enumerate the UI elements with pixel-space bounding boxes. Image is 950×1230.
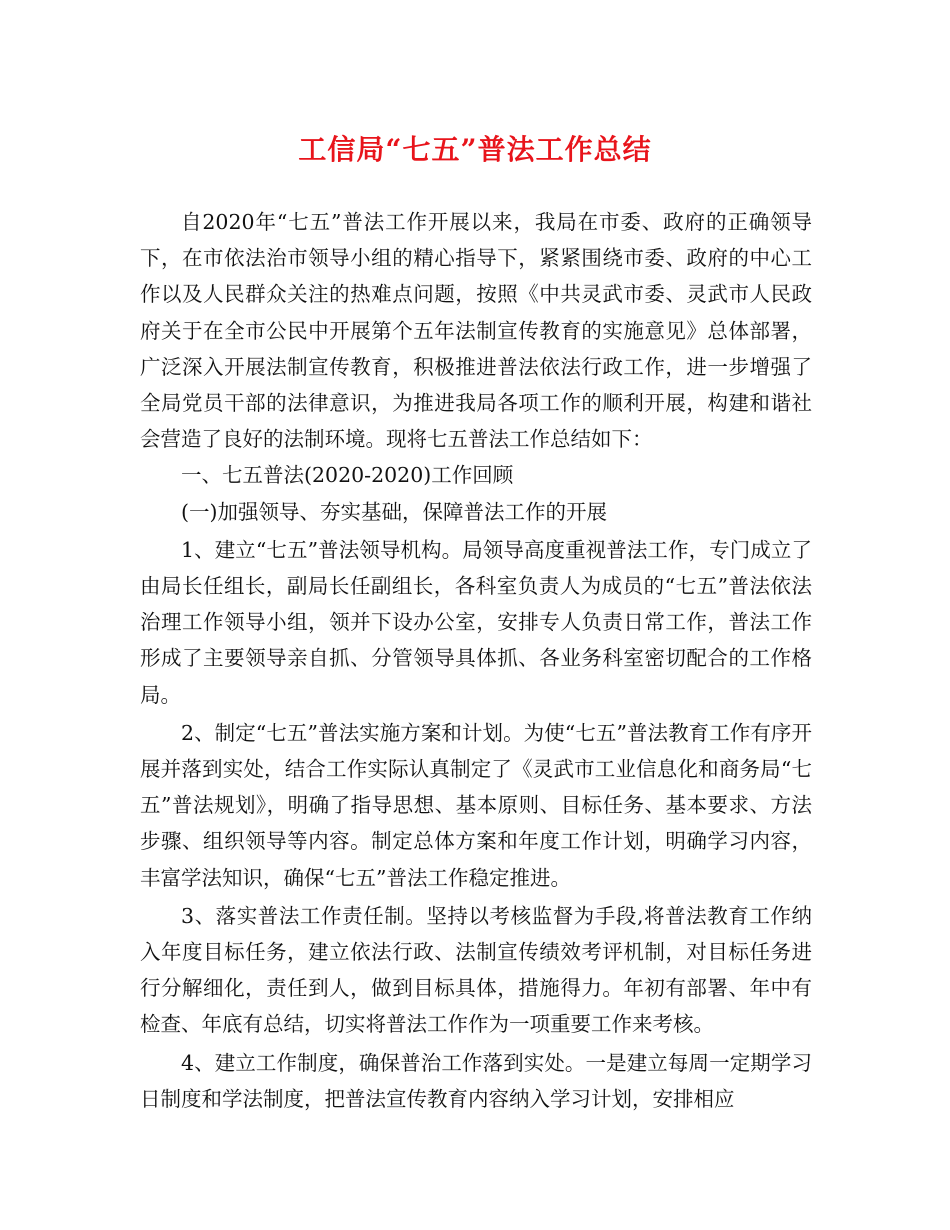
document-body [140, 204, 812, 1117]
paragraph-intro: 自2020年“七五”普法工作开展以来，我局在市委、政府的正确领导下，在市依法治市领导小组的精心指导下，紧紧围绕市委、政府的中心工作以及人民群众关注的热难点问题，按照《中共灵武市委、灵武市人民政府关于在全市公民中开展第个五年法制宣传教育的实施意见》总体部署，广泛深入开展法制宣传教育，积极推进普法依法行政工作，进一步增强了全局党员干部的法律意识，为推进我局各项工作的顺利开展，构建和谐社会营造了良好的法制环境。现将七五普法工作总结如下： [140, 210, 812, 452]
paragraph-item-4: 4、建立工作制度，确保普治工作落到实处。一是建立每周一定期学习日制度和学法制度，把普法宣传教育内容纳入学习计划，安排相应 [140, 1050, 812, 1111]
document-title: 工信局“七五”普法工作总结 [298, 133, 652, 166]
section-heading-review: 一、七五普法(2020-2020)工作回顾 [181, 463, 514, 488]
paragraph-item-2: 2、制定“七五”普法实施方案和计划。为使“七五”普法教育工作有序开展并落到实处，结合工作实际认真制定了《灵武市工业信息化和商务局“七五”普法规划》，明确了指导思想、基本原则、目标任务、基本要求、方法步骤、组织领导等内容。制定总体方案和年度工作计划，明确学习内容，丰富学法知识，确保“七五”普法工作稳定推进。 [140, 720, 812, 890]
paragraph-item-3: 3、落实普法工作责任制。坚持以考核监督为手段,将普法教育工作纳入年度目标任务，建立依法行政、法制宣传绩效考评机制，对目标任务进行分解细化，责任到人，做到目标具体，措施得力。年初有部署、年中有检查、年底有总结，切实将普法工作作为一项重要工作来考核。 [140, 903, 812, 1037]
subsection-heading-leadership: (一)加强领导、夯实基础，保障普法工作的开展 [181, 499, 607, 524]
paragraph-item-1: 1、建立“七五”普法领导机构。局领导高度重视普法工作，专门成立了由局长任组长，副局长任副组长，各科室负责人为成员的“七五”普法依法治理工作领导小组，领并下设办公室，安排专人负责日常工作，普法工作形成了主要领导亲自抓、分管领导具体抓、各业务科室密切配合的工作格局。 [140, 537, 812, 707]
